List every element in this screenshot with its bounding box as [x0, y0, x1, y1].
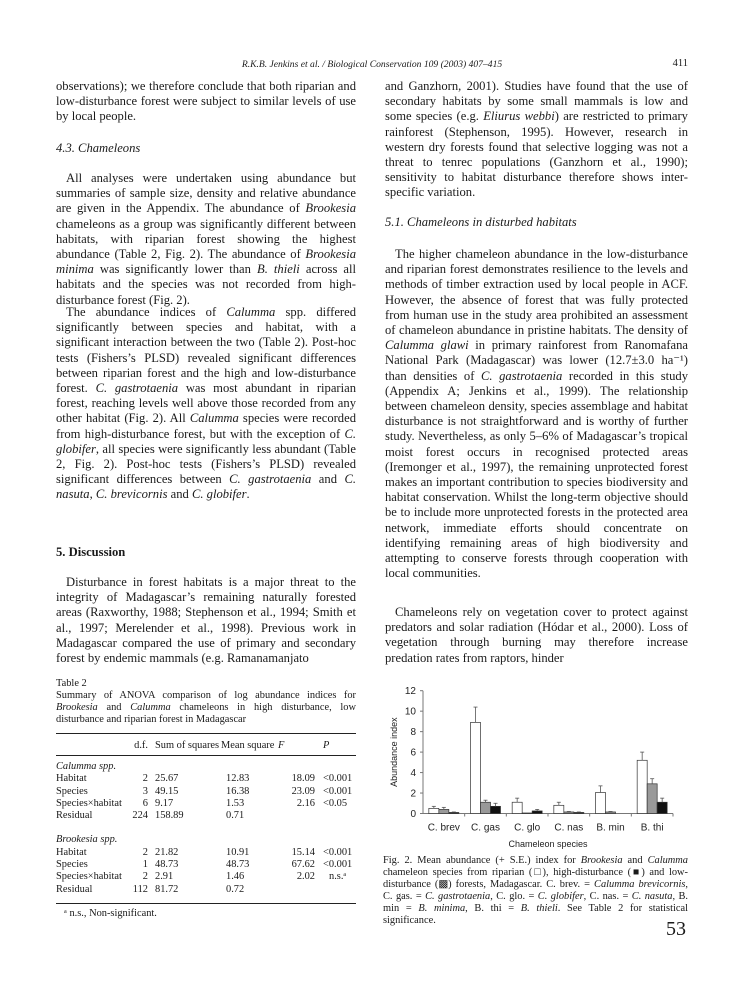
bar-low-disturbance [606, 812, 616, 814]
text-run: in primary rainforest from Ranomafana National Park (Madagascar) was lower (12.7±3.0 ha⁻¹) than densities of [385, 338, 688, 383]
abundance-bar-chart [380, 680, 730, 852]
text-run: recorded in this study (Appendix A; Jenkins et al., 1999). The relationship between chameleon density, species assemblage and habitat disturbance is not straightforward and is worthy of further study. Nevertheless, as only 5–6% of Madagascar’s tropical moist forest occurs in recognised protected areas (Iremonger et al., 1997), the remaining unprotected forest makes an important contribution to species biodiversity and habitat conservation. Whilst the long-term objective should be to include more unprotected forests in the protected area network, immediate efforts should concentrate on identifying remaining areas of high biodiversity and attempting to conserve forests through cooperation with local communities. [385, 368, 688, 581]
italic-text: C. gastrotaenia [425, 891, 491, 903]
text-run: Chameleons rely on vegetation cover to protect against predators and solar radiation (Hódar et al., 2000). Loss of vegetation through burning may therefore increase predation rates from raptors, hinder [385, 605, 688, 665]
bar-high-disturbance [449, 812, 459, 813]
text-run: The higher chameleon abundance in the low-disturbance and riparian forest demonstrates resilience to the levels and methods of timber extraction used by local people in ACF. However, the absence of forest that was fully protected from human use in the study area prohibited an assessment of chameleon abundance in pristine habitats. The density of [385, 247, 688, 338]
bar-riparian [637, 760, 647, 813]
italic-text: Calumma brevicornis [594, 879, 686, 891]
italic-text: C. gastrotaenia [481, 368, 563, 383]
bar-low-disturbance [439, 809, 449, 813]
italic-text: Calumma [647, 855, 688, 866]
italic-text: Calumma [189, 411, 239, 426]
text-run: , all species were significantly less abundant (Table 2, Fig. 2). Post-hoc tests (Fishers’s PLSD) revealed significant differences between [56, 441, 356, 487]
paragraph-brookesia-results [56, 171, 356, 308]
table-cell: Species×habitat [56, 871, 122, 883]
text-run: The abundance indices of [66, 305, 227, 319]
table-row [56, 810, 356, 822]
table-cell: 48.73 [155, 859, 179, 871]
text-run: , C. nas. = [583, 891, 632, 903]
table-cell [315, 810, 356, 822]
column-header: Mean square [221, 740, 275, 752]
bar-low-disturbance [647, 784, 657, 814]
table-cell: 10.91 [226, 846, 250, 858]
table-cell: <0.001 [323, 773, 353, 785]
table-cell: 224 [132, 810, 148, 822]
bar-riparian [429, 808, 439, 813]
paragraph-calumma-results [56, 305, 356, 503]
text-run: and [97, 702, 131, 713]
text-run: and [622, 855, 648, 866]
column-header [56, 738, 126, 755]
column-header: F [278, 740, 285, 752]
table-cell: 81.72 [155, 883, 179, 895]
text-run: . See Table 2 for statistical significance. [383, 903, 688, 927]
x-tick-label: C. glo [514, 822, 541, 834]
table-cell: 67.62 [291, 859, 315, 871]
bar-high-disturbance [657, 802, 667, 813]
y-tick-label: 0 [410, 809, 416, 820]
paragraph-small-mammals [385, 79, 688, 201]
table-bottom-rule [56, 903, 356, 904]
table-footnote: ᵃ n.s., Non-significant. [64, 908, 157, 919]
table-cell: 9.17 [155, 797, 174, 809]
table-row [56, 884, 356, 896]
table-group-row [56, 834, 356, 846]
column-header: P [323, 740, 330, 752]
table-cell: 23.09 [291, 785, 315, 797]
group-label: Brookesia spp. [56, 834, 118, 846]
text-run: chameleons as a group was significantly different between habitats, with riparian forest showing the highest abundance (Table 2, Fig. 2). The abundance of [56, 216, 356, 262]
table-cell: n.s.ᵃ [329, 871, 347, 883]
group-label: Calumma spp. [56, 761, 117, 772]
table-row [56, 847, 356, 859]
table-title [56, 690, 356, 726]
x-tick-label: B. thi [640, 822, 664, 834]
table-cell: 0.71 [226, 810, 245, 822]
bar-high-disturbance [574, 812, 584, 813]
italic-text: C. globifer [191, 487, 247, 502]
bar-riparian [596, 793, 606, 814]
table-cell: <0.001 [323, 785, 353, 797]
anova-table [56, 738, 356, 896]
table-cell: 0.72 [226, 883, 245, 895]
table-cell: 3 [142, 785, 148, 797]
table-cell: 12.83 [226, 773, 250, 785]
italic-text: C. gastrotaenia [95, 381, 179, 396]
text-run: was significantly lower than [93, 262, 258, 277]
table-cell: Species [56, 785, 88, 797]
text-run: was most abundant in riparian forest, reaching levels well above those recorded from any other habitat (Fig. 2). All [56, 381, 356, 426]
italic-text: B. thieli [520, 903, 558, 915]
table-cell: 6 [142, 797, 148, 809]
table-cell: <0.001 [323, 846, 353, 858]
table-row [56, 859, 356, 871]
table-row [56, 786, 356, 798]
table-cell: Habitat [56, 846, 87, 858]
table-cell: 16.38 [226, 785, 250, 797]
page-number: 411 [672, 58, 688, 69]
bar-riparian [471, 722, 481, 813]
italic-text: Brookesia minima [56, 247, 356, 277]
y-tick-label: 2 [410, 788, 416, 800]
italic-text: Eliurus webbi [483, 109, 555, 124]
y-tick-label: 4 [410, 768, 416, 780]
bar-low-disturbance [481, 802, 491, 813]
page-mark: 53 [666, 918, 686, 940]
text-run: Summary of ANOVA comparison of log abundance indices for [56, 690, 356, 701]
paragraph-disturbed-habitats [385, 247, 688, 581]
italic-text: Brookesia [305, 201, 356, 216]
table-cell: 21.82 [155, 846, 179, 858]
italic-text: C. nasuta [56, 472, 356, 502]
table-cell: Species×habitat [56, 797, 122, 809]
spacer [56, 822, 356, 834]
italic-text: C. globifer [56, 426, 356, 456]
table-cell: 18.09 [291, 773, 315, 785]
text-run: across all habitats and the species was not recorded from high-disturbance forest (Fig. 2). [56, 262, 357, 307]
x-tick-label: C. gas [471, 822, 500, 834]
table-cell: <0.05 [323, 797, 348, 809]
section-heading-discussion: 5. Discussion [56, 545, 126, 559]
bar-high-disturbance [532, 811, 542, 814]
table-cell: 15.14 [291, 846, 315, 858]
table-cell [315, 884, 356, 896]
table-cell: 2.16 [296, 797, 315, 809]
text-run: and [167, 487, 192, 502]
text-run: chameleon species from riparian (□), high-disturbance (■) and low-disturbance (▩) forests, Madagascar. C. brev. = [383, 867, 688, 891]
italic-text: C. nasuta [631, 891, 673, 903]
table-cell: Habitat [56, 773, 87, 785]
table-cell: 2 [142, 871, 148, 883]
table-cell: 1.53 [226, 797, 245, 809]
table-cell: <0.001 [323, 859, 353, 871]
table-cell: 112 [132, 883, 148, 895]
text-run: and Ganzhorn, 2001). Studies have found that the use of secondary habitats by some small mammals is low and some species (e.g. [385, 79, 688, 124]
text-run: and [311, 472, 345, 487]
table-cell: 48.73 [226, 859, 250, 871]
paragraph-observations [56, 79, 356, 125]
table-group-row [56, 761, 356, 773]
table-cell: Residual [56, 883, 93, 895]
text-run: Fig. 2. Mean abundance (+ S.E.) index for [383, 855, 581, 866]
italic-text: C. gastrotaenia [229, 472, 312, 487]
italic-text: Calumma [130, 702, 171, 713]
y-axis-label: Abundance index [389, 717, 399, 787]
table-cell: 2 [142, 773, 148, 785]
text-run: , C. glo. = [490, 891, 538, 903]
table-row [56, 798, 356, 810]
y-tick-label: 12 [404, 686, 416, 698]
table-cell: 2.91 [155, 871, 174, 883]
italic-text: C. globifer [537, 891, 584, 903]
italic-text: Calumma [226, 305, 276, 319]
x-axis-label: Chameleon species [508, 839, 588, 849]
bar-low-disturbance [522, 813, 532, 814]
bar-high-disturbance [491, 806, 501, 813]
italic-text: Calumma glawi [385, 338, 469, 353]
y-tick-label: 6 [410, 747, 416, 759]
section-heading-4-3: 4.3. Chameleons [56, 141, 141, 155]
column-header: Sum of squares [155, 740, 220, 752]
text-run: , B. thi = [465, 903, 521, 915]
text-run: , C. gas. = [383, 879, 689, 903]
table-cell: Residual [56, 810, 93, 822]
table-cell: 158.89 [155, 810, 184, 822]
text-run: All analyses were undertaken using abundance but summaries of sample size, density and relative abundance are given in the Appendix. The abundance of [56, 171, 356, 216]
table-row [56, 871, 356, 883]
table-cell: 1.46 [226, 871, 245, 883]
italic-text: Brookesia [580, 855, 623, 866]
paragraph-vegetation-cover [385, 605, 688, 666]
text-run: chameleons in high disturbance, low disturbance and riparian forest in Madagascar [56, 702, 357, 725]
text-run: species were recorded from high-disturbance forest, but with the exception of [56, 411, 356, 441]
y-tick-label: 10 [404, 706, 416, 718]
table-cell: 2 [142, 846, 148, 858]
bar-low-disturbance [564, 812, 574, 814]
section-heading-5-1: 5.1. Chameleons in disturbed habitats [385, 215, 577, 229]
y-tick-label: 8 [410, 727, 416, 739]
figure-caption [383, 855, 688, 928]
text-run: , B. min = [383, 891, 688, 915]
table-cell: 49.15 [155, 785, 179, 797]
table-row [56, 773, 356, 785]
table-cell [278, 884, 315, 896]
table-header-row [56, 738, 356, 755]
table-top-rule [56, 733, 356, 734]
table-cell: 1 [142, 859, 148, 871]
column-header: d.f. [134, 740, 148, 752]
table-cell: Species [56, 859, 88, 871]
table-cell [278, 810, 315, 822]
x-tick-label: B. min [596, 822, 625, 834]
table-cell: 25.67 [155, 773, 179, 785]
paragraph-discussion [56, 575, 356, 666]
text-run: Disturbance in forest habitats is a major threat to the integrity of Madagascar’s remaining naturally forested areas (Raxworthy, 1988; Stephenson et al., 1994; Smith et al., 1997; Merelender et al., 1998). Previous work in Madagascar compared the use of primary and secondary forest by endemic mammals (e.g. Ramanamanjato [56, 575, 356, 666]
running-head: R.K.B. Jenkins et al. / Biological Conservation 109 (2003) 407–415 [241, 59, 503, 70]
italic-text: B. minima [418, 903, 466, 915]
x-tick-label: C. nas [554, 822, 584, 834]
text-run: ) are restricted to primary rainforest (Stephenson, 1995). However, research in western dry forests found that selective logging was not a threat to tenrec populations (Ganzhorn et al., 1990); sensitivity to habitat disturbance therefore shows inter-specific variation. [385, 109, 688, 200]
italic-text: Brookesia [56, 702, 98, 713]
table-cell: 2.02 [296, 871, 315, 883]
text-run: observations); we therefore conclude that both riparian and low-disturbance forest were subject to similar levels of use by local people. [56, 79, 356, 124]
bar-riparian [512, 802, 522, 813]
italic-text: C. brevicornis [95, 487, 168, 502]
table-label: Table 2 [56, 678, 87, 689]
x-tick-label: C. brev [427, 822, 460, 834]
text-run: , [89, 487, 96, 502]
text-run: spp. differed significantly between species and habitat, with a significant interaction between the two (Table 2). Post-hoc tests (Fishers’s PLSD) revealed significant differences between riparian forest and the high and low-disturbance forest. [56, 305, 356, 396]
bar-riparian [554, 805, 564, 813]
text-run: . [246, 487, 250, 502]
italic-text: B. thieli [257, 262, 300, 277]
